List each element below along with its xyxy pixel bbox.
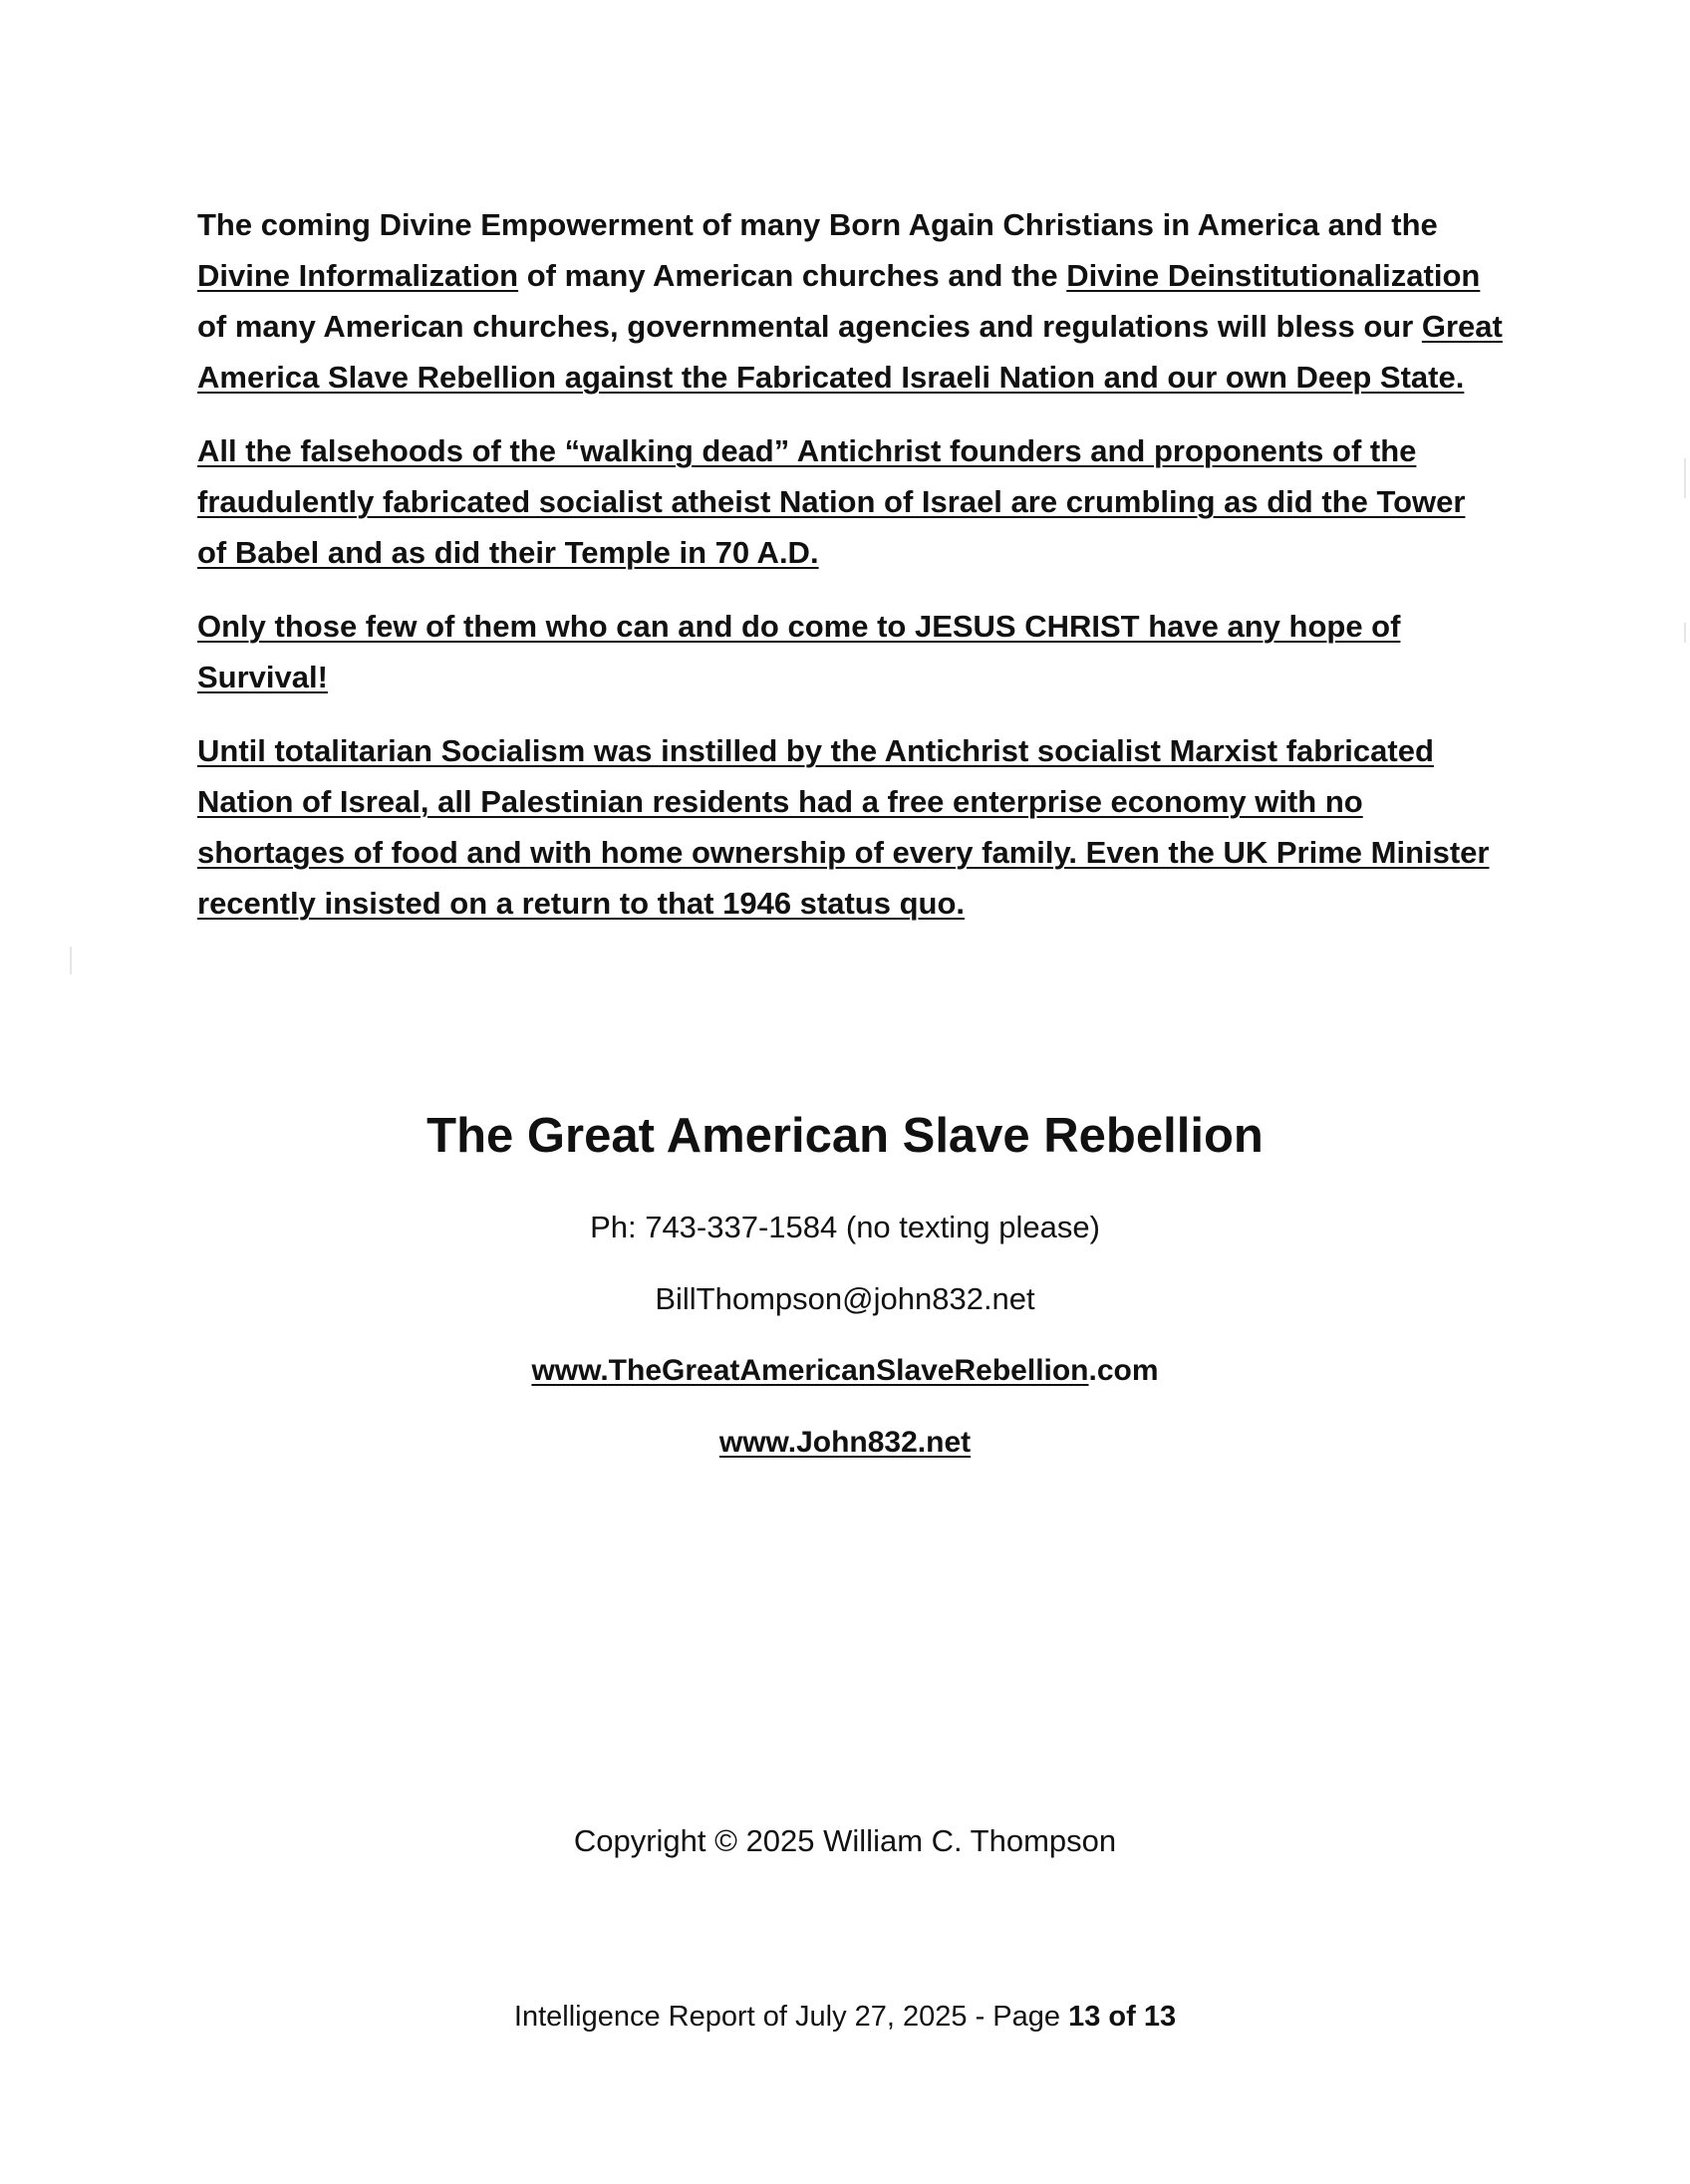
paragraph-text: of many American churches, governmental agencies and regulations will bless our xyxy=(197,309,1422,344)
website-link-rebellion-tld[interactable]: .com xyxy=(1088,1354,1159,1387)
page-footer-label: Intelligence Report of July 27, 2025 - Page xyxy=(513,2001,1069,2033)
body-text xyxy=(197,199,1503,952)
slave-rebellion-phrase: Great America Slave Rebellion against the Fabricated Israeli Nation and our own Deep State. xyxy=(197,309,1503,395)
paragraph-falsehoods: All the falsehoods of the “walking dead” Antichrist founders and proponents of the fraudulently fabricated socialist atheist Nation of Israel are crumbling as did the Tower of Babel and as did their Temple in 70 A.D. xyxy=(197,433,1466,570)
paragraph-text: of many American churches and the xyxy=(518,258,1067,293)
divine-deinstitutionalization-phrase: Divine Deinstitutionalization xyxy=(1066,258,1481,293)
copyright-notice: Copyright © 2025 William C. Thompson xyxy=(573,1823,1117,1858)
email-address[interactable]: BillThompson@john832.net xyxy=(655,1281,1035,1316)
website-link-john832-text[interactable]: www.John832.net xyxy=(718,1426,972,1459)
page-footer xyxy=(0,1997,1690,2037)
page-total-number: 13 xyxy=(1143,2001,1177,2033)
scan-artifact xyxy=(1684,458,1686,498)
paragraph-socialism: Until totalitarian Socialism was instilled by the Antichrist socialist Marxist fabricated Nation of Isreal, all Palestinian residents had a free enterprise economy with no shortages of food and with home ownership of every family. Even the UK Prime Minister recently insisted on a return to that 1946 status quo. xyxy=(197,733,1490,921)
scan-artifact xyxy=(70,947,72,974)
scan-artifact xyxy=(1684,623,1686,643)
phone-number: Ph: 743-337-1584 (no texting please) xyxy=(590,1210,1100,1244)
page-current-number: 13 xyxy=(1068,2001,1101,2033)
paragraph-text: The coming Divine Empowerment of many Born Again Christians in America and the xyxy=(197,207,1438,242)
page-of-text: of xyxy=(1100,2001,1144,2033)
organization-title: The Great American Slave Rebellion xyxy=(426,1109,1264,1163)
paragraph-survival: Only those few of them who can and do come to JESUS CHRIST have any hope of Survival! xyxy=(197,609,1401,694)
website-link-rebellion[interactable] xyxy=(0,1351,1690,1391)
paragraph-empowerment xyxy=(197,199,1503,403)
website-link-john832[interactable] xyxy=(0,1423,1690,1463)
divine-informalization-phrase: Divine Informalization xyxy=(197,258,519,293)
website-link-rebellion-domain[interactable]: www.TheGreatAmericanSlaveRebellion xyxy=(531,1354,1089,1387)
